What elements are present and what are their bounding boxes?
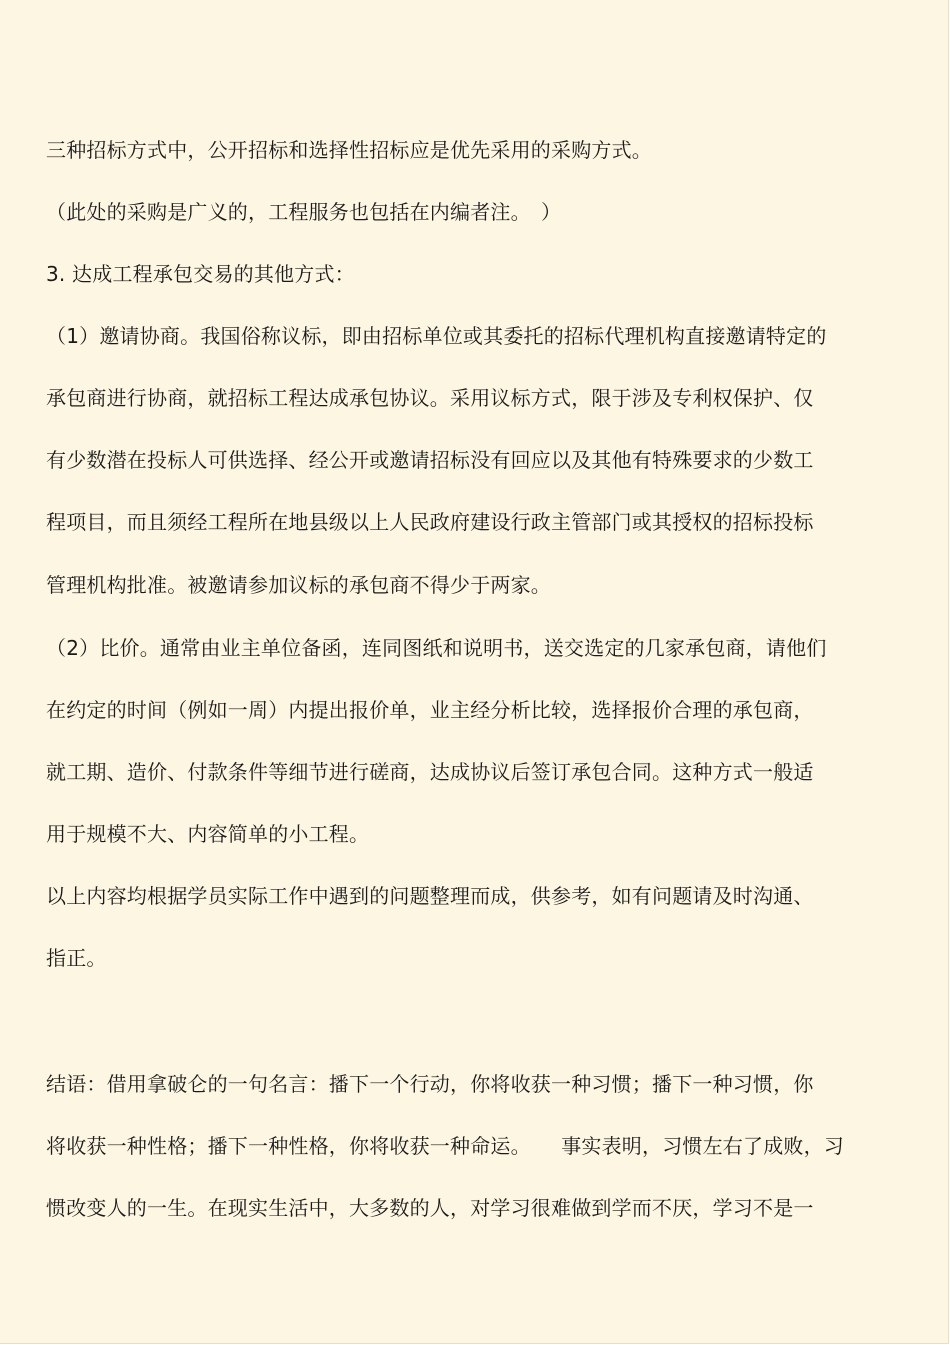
text-line: （此处的采购是广义的，工程服务也包括在内编者注。 ） — [46, 200, 562, 224]
text-line: 惯改变人的一生。在现实生活中，大多数的人，对学习很难做到学而不厌，学习不是一 — [46, 1196, 814, 1220]
text-line: 在约定的时间（例如一周）内提出报价单，业主经分析比较，选择报价合理的承包商， — [46, 698, 814, 722]
text-line: 将收获一种性格；播下一种性格，你将收获一种命运。 事实表明，习惯左右了成败，习 — [46, 1134, 844, 1158]
section-heading: 3. 达成工程承包交易的其他方式： — [46, 262, 355, 286]
text-line: 以上内容均根据学员实际工作中遇到的问题整理而成，供参考，如有问题请及时沟通、 — [46, 884, 814, 908]
text-line: 管理机构批准。被邀请参加议标的承包商不得少于两家。 — [46, 573, 551, 597]
text-line: （1）邀请协商。我国俗称议标，即由招标单位或其委托的招标代理机构直接邀请特定的 — [46, 324, 827, 348]
text-line: 三种招标方式中，公开招标和选择性招标应是优先采用的采购方式。 — [46, 138, 652, 162]
text-line: 就工期、造价、付款条件等细节进行磋商，达成协议后签订承包合同。这种方式一般适 — [46, 760, 814, 784]
text-line: 指正。 — [46, 946, 107, 970]
text-line: 用于规模不大、内容简单的小工程。 — [46, 822, 370, 846]
text-line: （2）比价。通常由业主单位备函，连同图纸和说明书，送交选定的几家承包商，请他们 — [46, 636, 827, 660]
text-line: 结语：借用拿破仑的一句名言：播下一个行动，你将收获一种习惯；播下一种习惯，你 — [46, 1072, 814, 1096]
text-line: 有少数潜在投标人可供选择、经公开或邀请招标没有回应以及其他有特殊要求的少数工 — [46, 448, 814, 472]
text-line: 程项目，而且须经工程所在地县级以上人民政府建设行政主管部门或其授权的招标投标 — [46, 510, 814, 534]
text-line: 承包商进行协商，就招标工程达成承包协议。采用议标方式，限于涉及专利权保护、仅 — [46, 386, 814, 410]
